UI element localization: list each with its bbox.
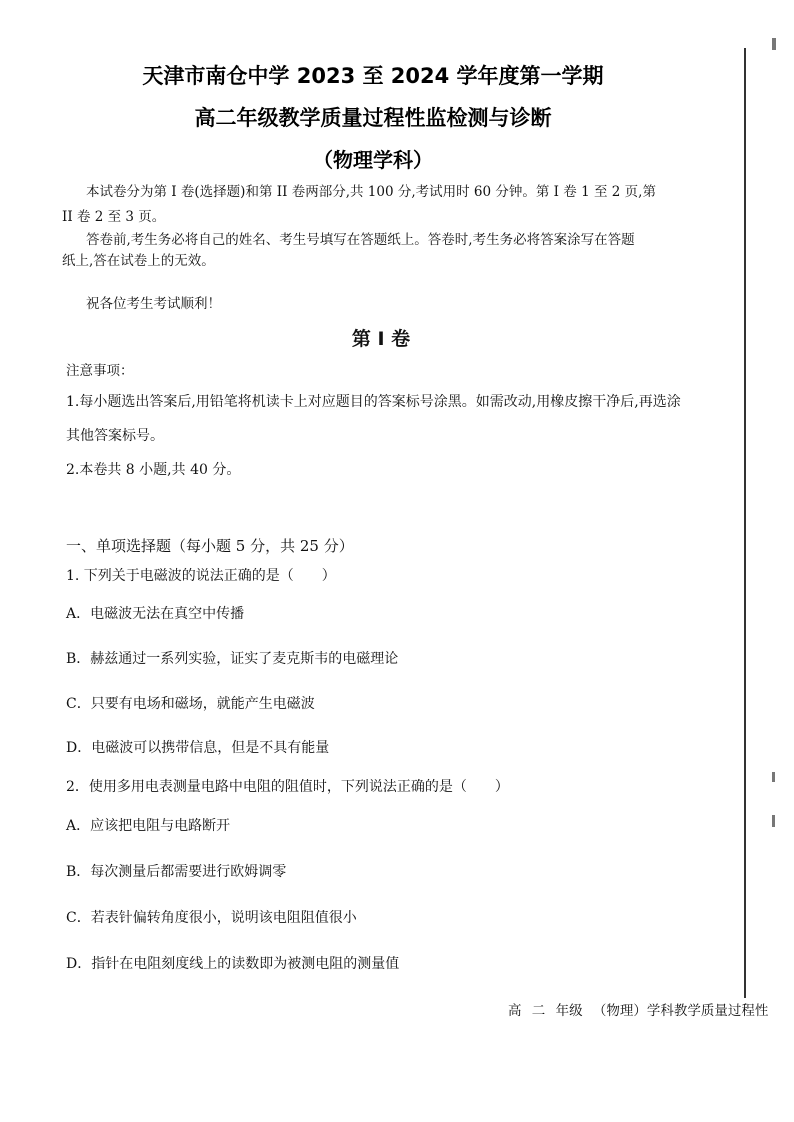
intro-line: II 卷 2 至 3 页。 [62, 209, 166, 225]
option-b: B．每次测量后都需要进行欧姆调零 [66, 864, 287, 880]
page-edge-line [744, 48, 746, 998]
option-a: A．电磁波无法在真空中传播 [66, 606, 245, 622]
scan-mark [772, 772, 775, 782]
section-heading: 第 I 卷 [351, 328, 411, 350]
exam-title-line1: 天津市南仓中学 2023 至 2024 学年度第一学期 [142, 64, 604, 88]
option-d: D．指针在电阻刻度线上的读数即为被测电阻的测量值 [66, 956, 400, 972]
option-d: D．电磁波可以携带信息，但是不具有能量 [66, 740, 330, 756]
option-a: A．应该把电阻与电路断开 [66, 818, 231, 834]
option-c: C．若表针偏转角度很小，说明该电阻阻值很小 [66, 910, 357, 926]
question-stem: 1. 下列关于电磁波的说法正确的是（ ） [66, 568, 336, 584]
part-title: 一、单项选择题（每小题 5 分，共 25 分） [66, 537, 354, 555]
good-luck-wish: 祝各位考生考试顺利！ [86, 296, 221, 312]
option-b: B．赫兹通过一系列实验，证实了麦克斯韦的电磁理论 [66, 651, 399, 667]
notice-item: 其他答案标号。 [66, 428, 164, 444]
intro-line: 纸上,答在试卷上的无效。 [62, 253, 215, 269]
question-stem: 2．使用多用电表测量电路中电阻的阻值时，下列说法正确的是（ ） [66, 779, 509, 795]
notice-item: 1.每小题选出答案后,用铅笔将机读卡上对应题目的答案标号涂黑。如需改动,用橡皮擦干净后,再选涂 [66, 394, 681, 410]
option-c: C．只要有电场和磁场，就能产生电磁波 [66, 696, 315, 712]
intro-line: 答卷前,考生务必将自己的姓名、考生号填写在答题纸上。答卷时,考生务必将答案涂写在答题 [86, 232, 635, 248]
scan-mark [772, 38, 776, 50]
scan-mark [772, 815, 775, 827]
exam-subject: （物理学科） [313, 148, 433, 172]
page-footer: 高 二 年级 （物理）学科教学质量过程性 [508, 1003, 769, 1019]
exam-title-line2: 高二年级教学质量过程性监检测与诊断 [194, 106, 552, 130]
notice-label: 注意事项： [66, 363, 134, 379]
intro-line: 本试卷分为第 I 卷(选择题)和第 II 卷两部分,共 100 分,考试用时 60 分钟。第 I 卷 1 至 2 页,第 [86, 184, 656, 200]
notice-item: 2.本卷共 8 小题,共 40 分。 [66, 462, 241, 478]
